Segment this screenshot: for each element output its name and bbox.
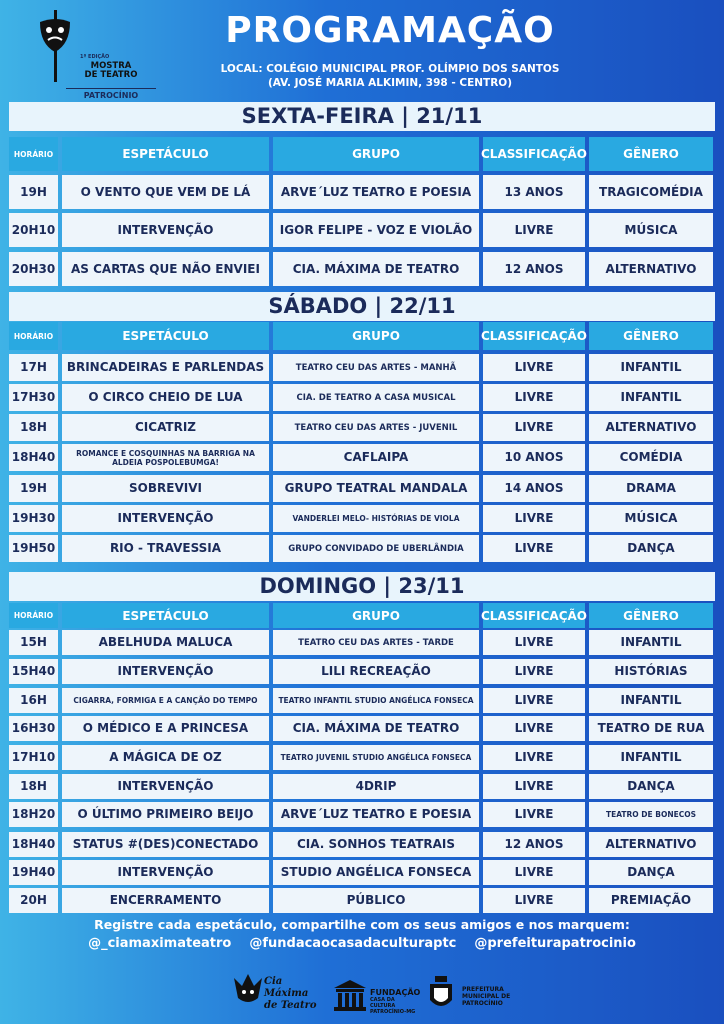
schedule-cell-classificacao: LIVRE <box>483 659 585 684</box>
handle-prefeitura[interactable]: @prefeiturapatrocinio <box>474 936 636 951</box>
schedule-cell-genero: DANÇA <box>589 860 713 885</box>
schedule-cell-classificacao: 12 ANOS <box>483 832 585 857</box>
schedule-cell-espetaculo: ENCERRAMENTO <box>62 888 269 913</box>
schedule-cell-espetaculo: O CIRCO CHEIO DE LUA <box>62 384 269 411</box>
schedule-cell-classificacao: 10 ANOS <box>483 444 585 471</box>
day-title: DOMINGO | 23/11 <box>9 572 715 601</box>
schedule-cell-genero: INFANTIL <box>589 745 713 770</box>
schedule-cell-espetaculo: CIGARRA, FORMIGA E A CANÇÃO DO TEMPO <box>62 688 269 713</box>
schedule-cell-espetaculo: INTERVENÇÃO <box>62 860 269 885</box>
schedule-cell-genero: ALTERNATIVO <box>589 414 713 441</box>
venue-line2: (AV. JOSÉ MARIA ALKIMIN, 398 - CENTRO) <box>267 77 513 89</box>
schedule-cell-hora: 17H <box>9 354 58 381</box>
schedule-cell-classificacao: LIVRE <box>483 745 585 770</box>
schedule-cell-genero: HISTÓRIAS <box>589 659 713 684</box>
schedule-cell-grupo: PÚBLICO <box>273 888 479 913</box>
sponsor-cia-maxima: Cia Máxima de Teatro <box>264 976 317 1011</box>
handle-cia-maxima[interactable]: @_ciamaximateatro <box>88 936 232 951</box>
schedule-cell-hora: 18H20 <box>9 802 58 827</box>
column-header-genero: GÊNERO <box>589 603 713 628</box>
schedule-cell-espetaculo: O ÚLTIMO PRIMEIRO BEIJO <box>62 802 269 827</box>
schedule-cell-genero: ALTERNATIVO <box>589 832 713 857</box>
schedule-cell-espetaculo: INTERVENÇÃO <box>62 774 269 799</box>
schedule-cell-grupo: CIA. MÁXIMA DE TEATRO <box>273 252 479 286</box>
schedule-cell-classificacao: LIVRE <box>483 716 585 741</box>
schedule-cell-hora: 17H10 <box>9 745 58 770</box>
schedule-cell-classificacao: 12 ANOS <box>483 252 585 286</box>
schedule-cell-hora: 15H <box>9 630 58 655</box>
logo-title-line2: DE TEATRO <box>84 70 138 80</box>
jester-mask-icon <box>232 972 264 1008</box>
schedule-cell-genero: INFANTIL <box>589 630 713 655</box>
schedule-cell-hora: 18H <box>9 414 58 441</box>
schedule-cell-grupo: CIA. DE TEATRO A CASA MUSICAL <box>273 384 479 411</box>
sponsor-fundacao-title: FUNDAÇÃO <box>370 988 421 997</box>
sponsor-logos <box>230 962 520 1020</box>
schedule-cell-espetaculo: O MÉDICO E A PRINCESA <box>62 716 269 741</box>
schedule-cell-grupo: VANDERLEI MELO- HISTÓRIAS DE VIOLA <box>273 505 479 532</box>
column-header-espetaculo: ESPETÁCULO <box>62 603 269 628</box>
sponsor-prefeitura: PREFEITURA MUNICIPAL DE PATROCÍNIO <box>462 986 511 1007</box>
schedule-cell-classificacao: 13 ANOS <box>483 175 585 209</box>
schedule-cell-hora: 19H <box>9 175 58 209</box>
schedule-cell-hora: 19H30 <box>9 505 58 532</box>
schedule-cell-classificacao: LIVRE <box>483 630 585 655</box>
schedule-cell-genero: DANÇA <box>589 774 713 799</box>
column-header-grupo: GRUPO <box>273 137 479 171</box>
schedule-cell-grupo: ARVE´LUZ TEATRO E POESIA <box>273 802 479 827</box>
logo-edition: 1ª EDIÇÃO <box>80 54 110 60</box>
schedule-cell-genero: PREMIAÇÃO <box>589 888 713 913</box>
schedule-cell-espetaculo: STATUS #(DES)CONECTADO <box>62 832 269 857</box>
schedule-cell-classificacao: LIVRE <box>483 384 585 411</box>
schedule-cell-genero: DANÇA <box>589 535 713 562</box>
venue-info <box>180 62 600 90</box>
schedule-cell-grupo: CAFLAIPA <box>273 444 479 471</box>
schedule-cell-classificacao: LIVRE <box>483 213 585 247</box>
page-title: PROGRAMAÇÃO <box>225 10 555 51</box>
logo-title <box>66 62 156 80</box>
schedule-cell-hora: 16H <box>9 688 58 713</box>
schedule-cell-espetaculo: ROMANCE E COSQUINHAS NA BARRIGA NA ALDEIA POSPOLEBUMGA! <box>62 444 269 471</box>
logo-title-line1: MOSTRA <box>90 61 132 71</box>
logo-city: PATROCÍNIO <box>66 88 156 100</box>
column-header-horario: HORÁRIO <box>9 603 58 628</box>
handle-fundacao[interactable]: @fundacaocasadaculturaptc <box>249 936 457 951</box>
schedule-cell-espetaculo: INTERVENÇÃO <box>62 659 269 684</box>
schedule-cell-grupo: 4DRIP <box>273 774 479 799</box>
schedule-cell-espetaculo: SOBREVIVI <box>62 475 269 502</box>
column-header-horario: HORÁRIO <box>9 137 58 171</box>
building-icon <box>332 978 368 1012</box>
column-header-espetaculo: ESPETÁCULO <box>62 322 269 350</box>
footer-message: Registre cada espetáculo, compartilhe com os seus amigos e nos marquem: <box>94 917 630 932</box>
schedule-cell-espetaculo: O VENTO QUE VEM DE LÁ <box>62 175 269 209</box>
schedule-cell-classificacao: 14 ANOS <box>483 475 585 502</box>
schedule-cell-classificacao: LIVRE <box>483 774 585 799</box>
schedule-cell-hora: 20H10 <box>9 213 58 247</box>
schedule-cell-grupo: TEATRO INFANTIL STUDIO ANGÉLICA FONSECA <box>273 688 479 713</box>
schedule-cell-hora: 18H <box>9 774 58 799</box>
schedule-cell-grupo: TEATRO CEU DAS ARTES - JUVENIL <box>273 414 479 441</box>
day-title: SÁBADO | 22/11 <box>9 292 715 321</box>
header <box>0 0 724 100</box>
column-header-espetaculo: ESPETÁCULO <box>62 137 269 171</box>
schedule-cell-hora: 17H30 <box>9 384 58 411</box>
schedule-cell-espetaculo: AS CARTAS QUE NÃO ENVIEI <box>62 252 269 286</box>
day-title: SEXTA-FEIRA | 21/11 <box>9 102 715 131</box>
schedule-cell-grupo: GRUPO TEATRAL MANDALA <box>273 475 479 502</box>
schedule-cell-espetaculo: A MÁGICA DE OZ <box>62 745 269 770</box>
schedule-cell-espetaculo: ABELHUDA MALUCA <box>62 630 269 655</box>
schedule-cell-hora: 18H40 <box>9 444 58 471</box>
schedule-cell-genero: COMÉDIA <box>589 444 713 471</box>
city-crest-icon <box>426 974 456 1014</box>
schedule-cell-classificacao: LIVRE <box>483 535 585 562</box>
schedule-cell-grupo: TEATRO CEU DAS ARTES - MANHÃ <box>273 354 479 381</box>
schedule-cell-genero: INFANTIL <box>589 354 713 381</box>
schedule-cell-classificacao: LIVRE <box>483 888 585 913</box>
schedule-cell-genero: MÚSICA <box>589 213 713 247</box>
schedule-cell-classificacao: LIVRE <box>483 860 585 885</box>
schedule-cell-classificacao: LIVRE <box>483 505 585 532</box>
schedule-cell-espetaculo: BRINCADEIRAS E PARLENDAS <box>62 354 269 381</box>
schedule-cell-grupo: LILI RECREAÇÃO <box>273 659 479 684</box>
schedule-cell-espetaculo: CICATRIZ <box>62 414 269 441</box>
schedule-cell-hora: 20H30 <box>9 252 58 286</box>
column-header-genero: GÊNERO <box>589 137 713 171</box>
schedule-cell-hora: 16H30 <box>9 716 58 741</box>
schedule-cell-espetaculo: INTERVENÇÃO <box>62 505 269 532</box>
schedule-cell-genero: MÚSICA <box>589 505 713 532</box>
schedule-cell-genero: INFANTIL <box>589 688 713 713</box>
schedule-cell-genero: TEATRO DE BONECOS <box>589 802 713 827</box>
schedule-cell-grupo: ARVE´LUZ TEATRO E POESIA <box>273 175 479 209</box>
schedule-cell-grupo: STUDIO ANGÉLICA FONSECA <box>273 860 479 885</box>
schedule-cell-hora: 15H40 <box>9 659 58 684</box>
schedule-cell-espetaculo: INTERVENÇÃO <box>62 213 269 247</box>
schedule-cell-grupo: TEATRO JUVENIL STUDIO ANGÉLICA FONSECA <box>273 745 479 770</box>
schedule-cell-grupo: CIA. MÁXIMA DE TEATRO <box>273 716 479 741</box>
schedule-cell-hora: 19H40 <box>9 860 58 885</box>
schedule-cell-classificacao: LIVRE <box>483 688 585 713</box>
column-header-classificacao: CLASSIFICAÇÃO <box>483 322 585 350</box>
schedule-cell-hora: 19H <box>9 475 58 502</box>
schedule-cell-grupo: TEATRO CEU DAS ARTES - TARDE <box>273 630 479 655</box>
schedule-cell-classificacao: LIVRE <box>483 354 585 381</box>
schedule-cell-genero: INFANTIL <box>589 384 713 411</box>
column-header-horario: HORÁRIO <box>9 322 58 350</box>
schedule-cell-grupo: GRUPO CONVIDADO DE UBERLÂNDIA <box>273 535 479 562</box>
schedule-cell-grupo: IGOR FELIPE - VOZ E VIOLÃO <box>273 213 479 247</box>
column-header-classificacao: CLASSIFICAÇÃO <box>483 603 585 628</box>
column-header-grupo: GRUPO <box>273 322 479 350</box>
schedule-cell-classificacao: LIVRE <box>483 802 585 827</box>
schedule-cell-genero: DRAMA <box>589 475 713 502</box>
schedule-cell-genero: TRAGICOMÉDIA <box>589 175 713 209</box>
column-header-genero: GÊNERO <box>589 322 713 350</box>
schedule-cell-hora: 20H <box>9 888 58 913</box>
column-header-grupo: GRUPO <box>273 603 479 628</box>
schedule-cell-genero: ALTERNATIVO <box>589 252 713 286</box>
column-header-classificacao: CLASSIFICAÇÃO <box>483 137 585 171</box>
schedule-cell-hora: 18H40 <box>9 832 58 857</box>
festival-logo <box>36 10 156 102</box>
schedule-cell-hora: 19H50 <box>9 535 58 562</box>
schedule-cell-espetaculo: RIO - TRAVESSIA <box>62 535 269 562</box>
schedule-cell-classificacao: LIVRE <box>483 414 585 441</box>
schedule-cell-genero: TEATRO DE RUA <box>589 716 713 741</box>
sponsor-fundacao-sub: CASA DA CULTURA PATROCÍNIO-MG <box>370 997 416 1015</box>
venue-line1: LOCAL: COLÉGIO MUNICIPAL PROF. OLÍMPIO DOS SANTOS <box>220 63 560 75</box>
social-handles <box>0 936 724 951</box>
schedule-cell-grupo: CIA. SONHOS TEATRAIS <box>273 832 479 857</box>
